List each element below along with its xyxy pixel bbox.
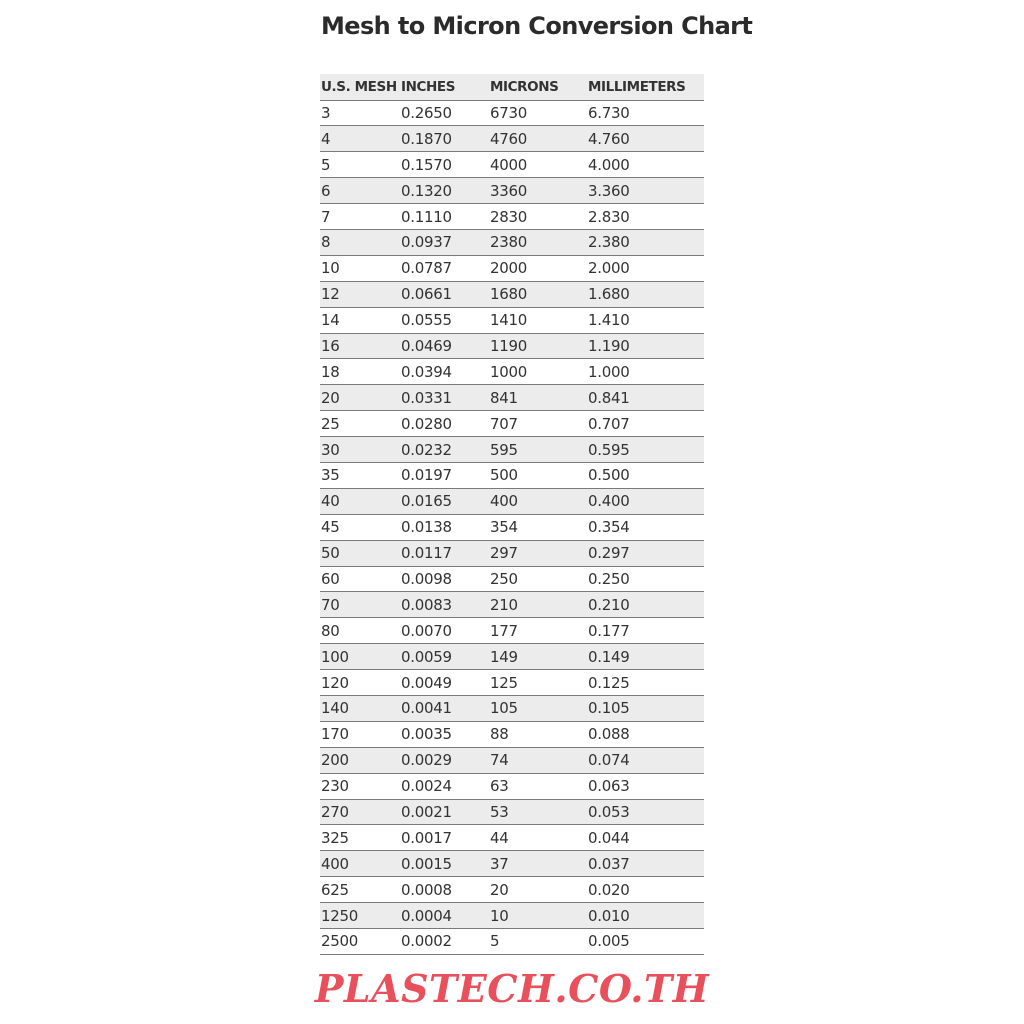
cell-inches: 0.0015	[400, 851, 489, 877]
cell-us-mesh: 40	[320, 488, 400, 514]
cell-millimeters: 1.680	[587, 281, 704, 307]
table-row	[320, 721, 704, 747]
cell-us-mesh: 400	[320, 851, 400, 877]
cell-microns: 2830	[489, 204, 587, 230]
cell-microns: 400	[489, 488, 587, 514]
cell-us-mesh: 5	[320, 152, 400, 178]
table-row	[320, 411, 704, 437]
cell-inches: 0.0331	[400, 385, 489, 411]
cell-microns: 44	[489, 825, 587, 851]
cell-us-mesh: 80	[320, 618, 400, 644]
cell-inches: 0.1870	[400, 126, 489, 152]
cell-microns: 1190	[489, 333, 587, 359]
cell-us-mesh: 18	[320, 359, 400, 385]
cell-microns: 6730	[489, 100, 587, 126]
cell-microns: 149	[489, 644, 587, 670]
table-row	[320, 929, 704, 955]
cell-millimeters: 6.730	[587, 100, 704, 126]
cell-us-mesh: 10	[320, 255, 400, 281]
cell-millimeters: 0.105	[587, 695, 704, 721]
cell-inches: 0.0280	[400, 411, 489, 437]
cell-microns: 595	[489, 437, 587, 463]
cell-millimeters: 0.053	[587, 799, 704, 825]
table-row	[320, 488, 704, 514]
cell-millimeters: 4.760	[587, 126, 704, 152]
table-row	[320, 333, 704, 359]
cell-millimeters: 0.210	[587, 592, 704, 618]
cell-millimeters: 0.500	[587, 462, 704, 488]
cell-inches: 0.0004	[400, 903, 489, 929]
cell-inches: 0.0937	[400, 229, 489, 255]
table-row	[320, 255, 704, 281]
table-row	[320, 747, 704, 773]
cell-microns: 354	[489, 514, 587, 540]
cell-microns: 500	[489, 462, 587, 488]
cell-microns: 841	[489, 385, 587, 411]
cell-millimeters: 0.020	[587, 877, 704, 903]
cell-microns: 4760	[489, 126, 587, 152]
table-row	[320, 204, 704, 230]
cell-inches: 0.0002	[400, 929, 489, 955]
cell-microns: 37	[489, 851, 587, 877]
cell-microns: 125	[489, 670, 587, 696]
cell-us-mesh: 7	[320, 204, 400, 230]
table-row	[320, 307, 704, 333]
cell-inches: 0.0394	[400, 359, 489, 385]
cell-microns: 5	[489, 929, 587, 955]
cell-inches: 0.0029	[400, 747, 489, 773]
table-row	[320, 229, 704, 255]
cell-us-mesh: 120	[320, 670, 400, 696]
cell-inches: 0.0041	[400, 695, 489, 721]
table-header-row	[320, 74, 704, 100]
table-row	[320, 540, 704, 566]
cell-us-mesh: 12	[320, 281, 400, 307]
table-row	[320, 773, 704, 799]
cell-inches: 0.0138	[400, 514, 489, 540]
cell-us-mesh: 100	[320, 644, 400, 670]
table-row	[320, 644, 704, 670]
cell-inches: 0.0017	[400, 825, 489, 851]
cell-us-mesh: 25	[320, 411, 400, 437]
cell-inches: 0.0197	[400, 462, 489, 488]
cell-microns: 2380	[489, 229, 587, 255]
cell-us-mesh: 270	[320, 799, 400, 825]
table-row	[320, 281, 704, 307]
cell-inches: 0.0024	[400, 773, 489, 799]
cell-inches: 0.0059	[400, 644, 489, 670]
cell-microns: 297	[489, 540, 587, 566]
cell-inches: 0.0098	[400, 566, 489, 592]
column-header-millimeters: MILLIMETERS	[587, 74, 704, 100]
cell-us-mesh: 140	[320, 695, 400, 721]
cell-millimeters: 2.380	[587, 229, 704, 255]
cell-us-mesh: 200	[320, 747, 400, 773]
cell-millimeters: 0.044	[587, 825, 704, 851]
cell-millimeters: 0.149	[587, 644, 704, 670]
table-row	[320, 670, 704, 696]
table-row	[320, 799, 704, 825]
table-row	[320, 126, 704, 152]
cell-microns: 3360	[489, 178, 587, 204]
cell-microns: 63	[489, 773, 587, 799]
cell-us-mesh: 60	[320, 566, 400, 592]
cell-inches: 0.0035	[400, 721, 489, 747]
table-row	[320, 851, 704, 877]
table-row	[320, 462, 704, 488]
cell-us-mesh: 2500	[320, 929, 400, 955]
cell-microns: 250	[489, 566, 587, 592]
cell-microns: 177	[489, 618, 587, 644]
table-row	[320, 618, 704, 644]
cell-us-mesh: 16	[320, 333, 400, 359]
cell-microns: 88	[489, 721, 587, 747]
table-row	[320, 178, 704, 204]
cell-us-mesh: 30	[320, 437, 400, 463]
cell-millimeters: 0.088	[587, 721, 704, 747]
table-row	[320, 385, 704, 411]
table-row	[320, 592, 704, 618]
table-row	[320, 695, 704, 721]
cell-inches: 0.0469	[400, 333, 489, 359]
table-row	[320, 437, 704, 463]
cell-millimeters: 0.707	[587, 411, 704, 437]
cell-microns: 53	[489, 799, 587, 825]
table-row	[320, 152, 704, 178]
cell-us-mesh: 8	[320, 229, 400, 255]
cell-inches: 0.0070	[400, 618, 489, 644]
cell-inches: 0.1320	[400, 178, 489, 204]
cell-inches: 0.0021	[400, 799, 489, 825]
cell-inches: 0.0049	[400, 670, 489, 696]
cell-microns: 707	[489, 411, 587, 437]
cell-millimeters: 3.360	[587, 178, 704, 204]
cell-microns: 1000	[489, 359, 587, 385]
table-row	[320, 359, 704, 385]
cell-microns: 2000	[489, 255, 587, 281]
cell-us-mesh: 170	[320, 721, 400, 747]
cell-us-mesh: 325	[320, 825, 400, 851]
cell-millimeters: 0.177	[587, 618, 704, 644]
cell-us-mesh: 14	[320, 307, 400, 333]
table-row	[320, 514, 704, 540]
cell-us-mesh: 45	[320, 514, 400, 540]
cell-us-mesh: 4	[320, 126, 400, 152]
cell-microns: 210	[489, 592, 587, 618]
cell-millimeters: 2.830	[587, 204, 704, 230]
cell-millimeters: 0.063	[587, 773, 704, 799]
conversion-table	[320, 74, 704, 955]
cell-millimeters: 1.410	[587, 307, 704, 333]
cell-microns: 10	[489, 903, 587, 929]
column-header-inches: INCHES	[400, 74, 489, 100]
table-row	[320, 825, 704, 851]
cell-inches: 0.2650	[400, 100, 489, 126]
cell-inches: 0.0008	[400, 877, 489, 903]
cell-us-mesh: 230	[320, 773, 400, 799]
cell-us-mesh: 20	[320, 385, 400, 411]
cell-us-mesh: 50	[320, 540, 400, 566]
cell-millimeters: 0.005	[587, 929, 704, 955]
cell-millimeters: 0.297	[587, 540, 704, 566]
cell-millimeters: 2.000	[587, 255, 704, 281]
cell-millimeters: 1.000	[587, 359, 704, 385]
cell-millimeters: 0.250	[587, 566, 704, 592]
cell-microns: 1410	[489, 307, 587, 333]
cell-millimeters: 0.125	[587, 670, 704, 696]
cell-microns: 4000	[489, 152, 587, 178]
cell-us-mesh: 1250	[320, 903, 400, 929]
cell-millimeters: 4.000	[587, 152, 704, 178]
table-row	[320, 100, 704, 126]
cell-millimeters: 0.595	[587, 437, 704, 463]
column-header-microns: MICRONS	[489, 74, 587, 100]
watermark-logo: PLASTECH.CO.TH	[314, 966, 710, 1011]
cell-millimeters: 0.354	[587, 514, 704, 540]
cell-inches: 0.1570	[400, 152, 489, 178]
cell-microns: 1680	[489, 281, 587, 307]
cell-microns: 105	[489, 695, 587, 721]
page-title: Mesh to Micron Conversion Chart	[321, 12, 753, 40]
cell-inches: 0.0787	[400, 255, 489, 281]
cell-microns: 20	[489, 877, 587, 903]
cell-inches: 0.0232	[400, 437, 489, 463]
cell-us-mesh: 35	[320, 462, 400, 488]
cell-millimeters: 1.190	[587, 333, 704, 359]
cell-millimeters: 0.010	[587, 903, 704, 929]
cell-millimeters: 0.841	[587, 385, 704, 411]
cell-inches: 0.0165	[400, 488, 489, 514]
cell-us-mesh: 6	[320, 178, 400, 204]
cell-inches: 0.0661	[400, 281, 489, 307]
cell-us-mesh: 70	[320, 592, 400, 618]
cell-millimeters: 0.037	[587, 851, 704, 877]
cell-millimeters: 0.400	[587, 488, 704, 514]
column-header-us-mesh: U.S. MESH	[320, 74, 400, 100]
table-row	[320, 877, 704, 903]
cell-millimeters: 0.074	[587, 747, 704, 773]
table-body	[320, 100, 704, 954]
cell-inches: 0.0117	[400, 540, 489, 566]
cell-inches: 0.0555	[400, 307, 489, 333]
cell-us-mesh: 3	[320, 100, 400, 126]
cell-inches: 0.0083	[400, 592, 489, 618]
table-row	[320, 566, 704, 592]
cell-us-mesh: 625	[320, 877, 400, 903]
table-row	[320, 903, 704, 929]
cell-microns: 74	[489, 747, 587, 773]
cell-inches: 0.1110	[400, 204, 489, 230]
